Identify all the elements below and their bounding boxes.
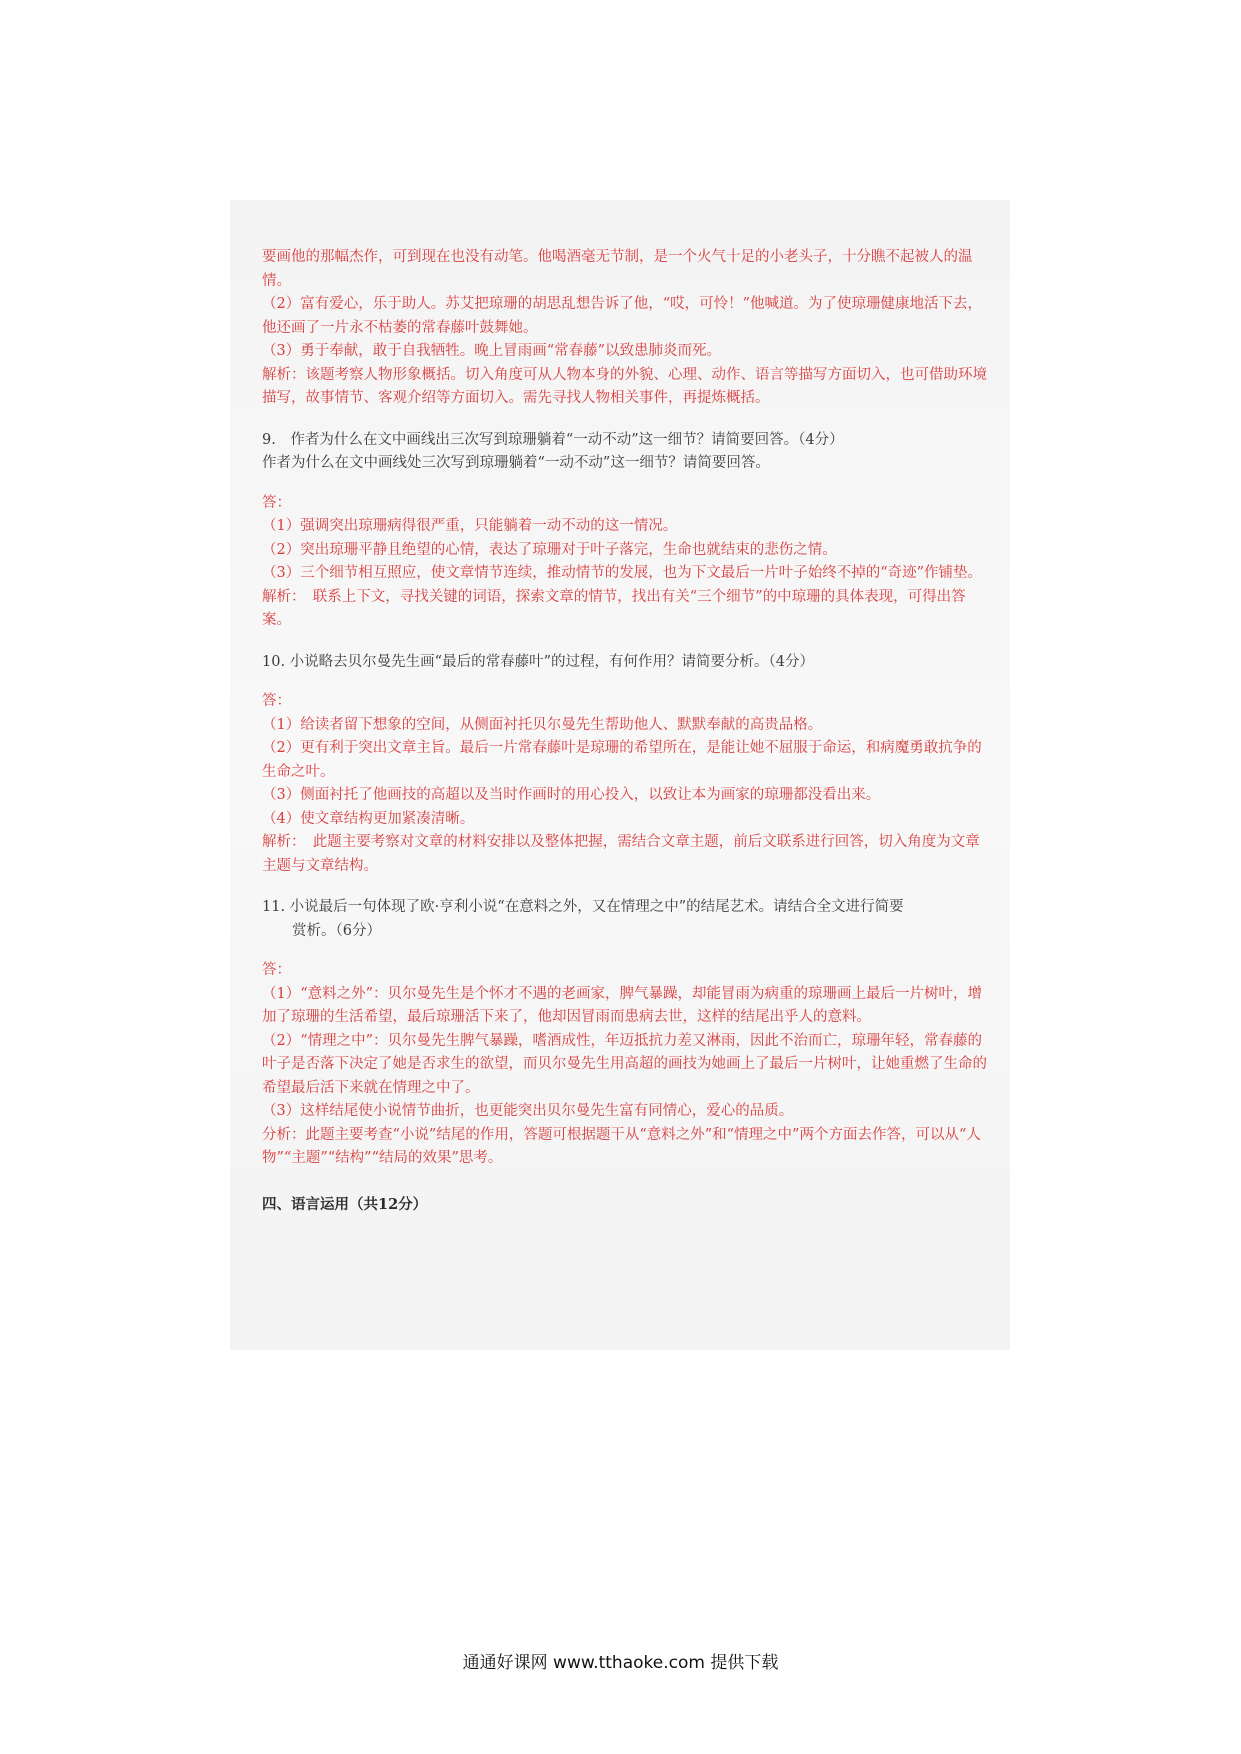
answer-line: （2）富有爱心，乐于助人。苏艾把琼珊的胡思乱想告诉了他，“哎，可怜！”他喊道。为了使琼珊健康地活下去，他还画了一片永不枯萎的常春藤叶鼓舞她。 xyxy=(262,296,983,336)
answer-line: （2）“情理之中”：贝尔曼先生脾气暴躁，嗜酒成性，年迈抵抗力差又淋雨，因此不治而亡，琼珊年轻，常春藤的叶子是否落下决定了她是否求生的欲望，而贝尔曼先生用高超的画技为她画上了最后一片树叶，让她重燃了生命的希望最后活下来就在情理之中了。 xyxy=(262,1032,987,1096)
answer-10 xyxy=(262,690,992,878)
answer-line: （4）使文章结构更加紧凑清晰。 xyxy=(262,810,475,827)
question-9: 9. 作者为什么在文中画线出三次写到琼珊躺着“一动不动”这一细节？请简要回答。（4分） xyxy=(262,431,844,448)
answer-label: 答： xyxy=(262,962,291,978)
answer-label: 答： xyxy=(262,693,291,709)
analysis-line: 解析： 此题主要考察对文章的材料安排以及整体把握，需结合文章主题，前后文联系进行回答，切入角度为文章主题与文章结构。 xyxy=(262,834,980,874)
answer-line: （3）这样结尾使小说情节曲折，也更能突出贝尔曼先生富有同情心，爱心的品质。 xyxy=(262,1103,794,1119)
question-9-repeat: 作者为什么在文中画线处三次写到琼珊躺着“一动不动”这一细节？请简要回答。 xyxy=(262,455,770,471)
answer-label: 答： xyxy=(262,494,291,511)
answer-line: （2）更有利于突出文章主旨。最后一片常春藤叶是琼珊的希望所在，是能让她不屈服于命运，和病魔勇敢抗争的生命之叶。 xyxy=(262,740,982,780)
answer-line: （3）三个细节相互照应，使文章情节连续，推动情节的发展，也为下文最后一片叶子始终不掉的“奇迹”作铺垫。 xyxy=(262,565,983,581)
question-10: 10. 小说略去贝尔曼先生画“最后的常春藤叶”的过程，有何作用？请简要分析。（4分） xyxy=(262,653,814,670)
analysis-line: 解析：该题考察人物形象概括。切入角度可从人物本身的外貌、心理、动作、语言等描写方面切入，也可借助环境描写，故事情节、客观介绍等方面切入。需先寻找人物相关事件，再提炼概括。 xyxy=(262,366,987,406)
answer-line: （2）突出琼珊平静且绝望的心情，表达了琼珊对于叶子落完，生命也就结束的悲伤之情。 xyxy=(262,541,837,558)
continued-answer xyxy=(262,246,992,411)
document-body xyxy=(262,246,992,1216)
answer-line: 要画他的那幅杰作，可到现在也没有动笔。他喝酒毫无节制，是一个火气十足的小老头子，十分瞧不起被人的温情。 xyxy=(262,249,973,289)
answer-line: （3）勇于奉献，敢于自我牺牲。晚上冒雨画“常春藤”以致患肺炎而死。 xyxy=(262,343,722,359)
answer-line: （1）“意料之外”：贝尔曼先生是个怀才不遇的老画家，脾气暴躁，却能冒雨为病重的琼珊画上最后一片树叶，增加了琼珊的生活希望，最后琼珊活下来了，他却因冒雨而患病去世，这样的结尾出乎人的意料。 xyxy=(262,985,983,1025)
question-11: 11. 小说最后一句体现了欧·亨利小说“在意料之外，又在情理之中”的结尾艺术。请结合全文进行简要 xyxy=(262,899,904,915)
footer-download-note: 通通好课网 www.tthaoke.com 提供下载 xyxy=(462,1653,779,1673)
answer-line: （1）给读者留下想象的空间，从侧面衬托贝尔曼先生帮助他人、默默奉献的高贵品格。 xyxy=(262,716,823,733)
answer-9 xyxy=(262,492,992,633)
answer-line: （1）强调突出琼珊病得很严重，只能躺着一动不动的这一情况。 xyxy=(262,518,678,534)
answer-11 xyxy=(262,959,992,1171)
section-4-title: 四、语言运用（共12分） xyxy=(262,1195,428,1213)
analysis-line: 分析：此题主要考查“小说”结尾的作用，答题可根据题干从“意料之外”和“情理之中”两个方面去作答，可以从“人物”“主题”“结构”“结局的效果”思考。 xyxy=(262,1126,981,1166)
question-11-cont: 赏析。（6分） xyxy=(292,922,381,939)
analysis-line: 解析： 联系上下文，寻找关键的词语，探索文章的情节，找出有关“三个细节”的中琼珊的具体表现，可得出答案。 xyxy=(262,588,966,628)
answer-line: （3）侧面衬托了他画技的高超以及当时作画时的用心投入，以致让本为画家的琼珊都没看出来。 xyxy=(262,787,881,803)
